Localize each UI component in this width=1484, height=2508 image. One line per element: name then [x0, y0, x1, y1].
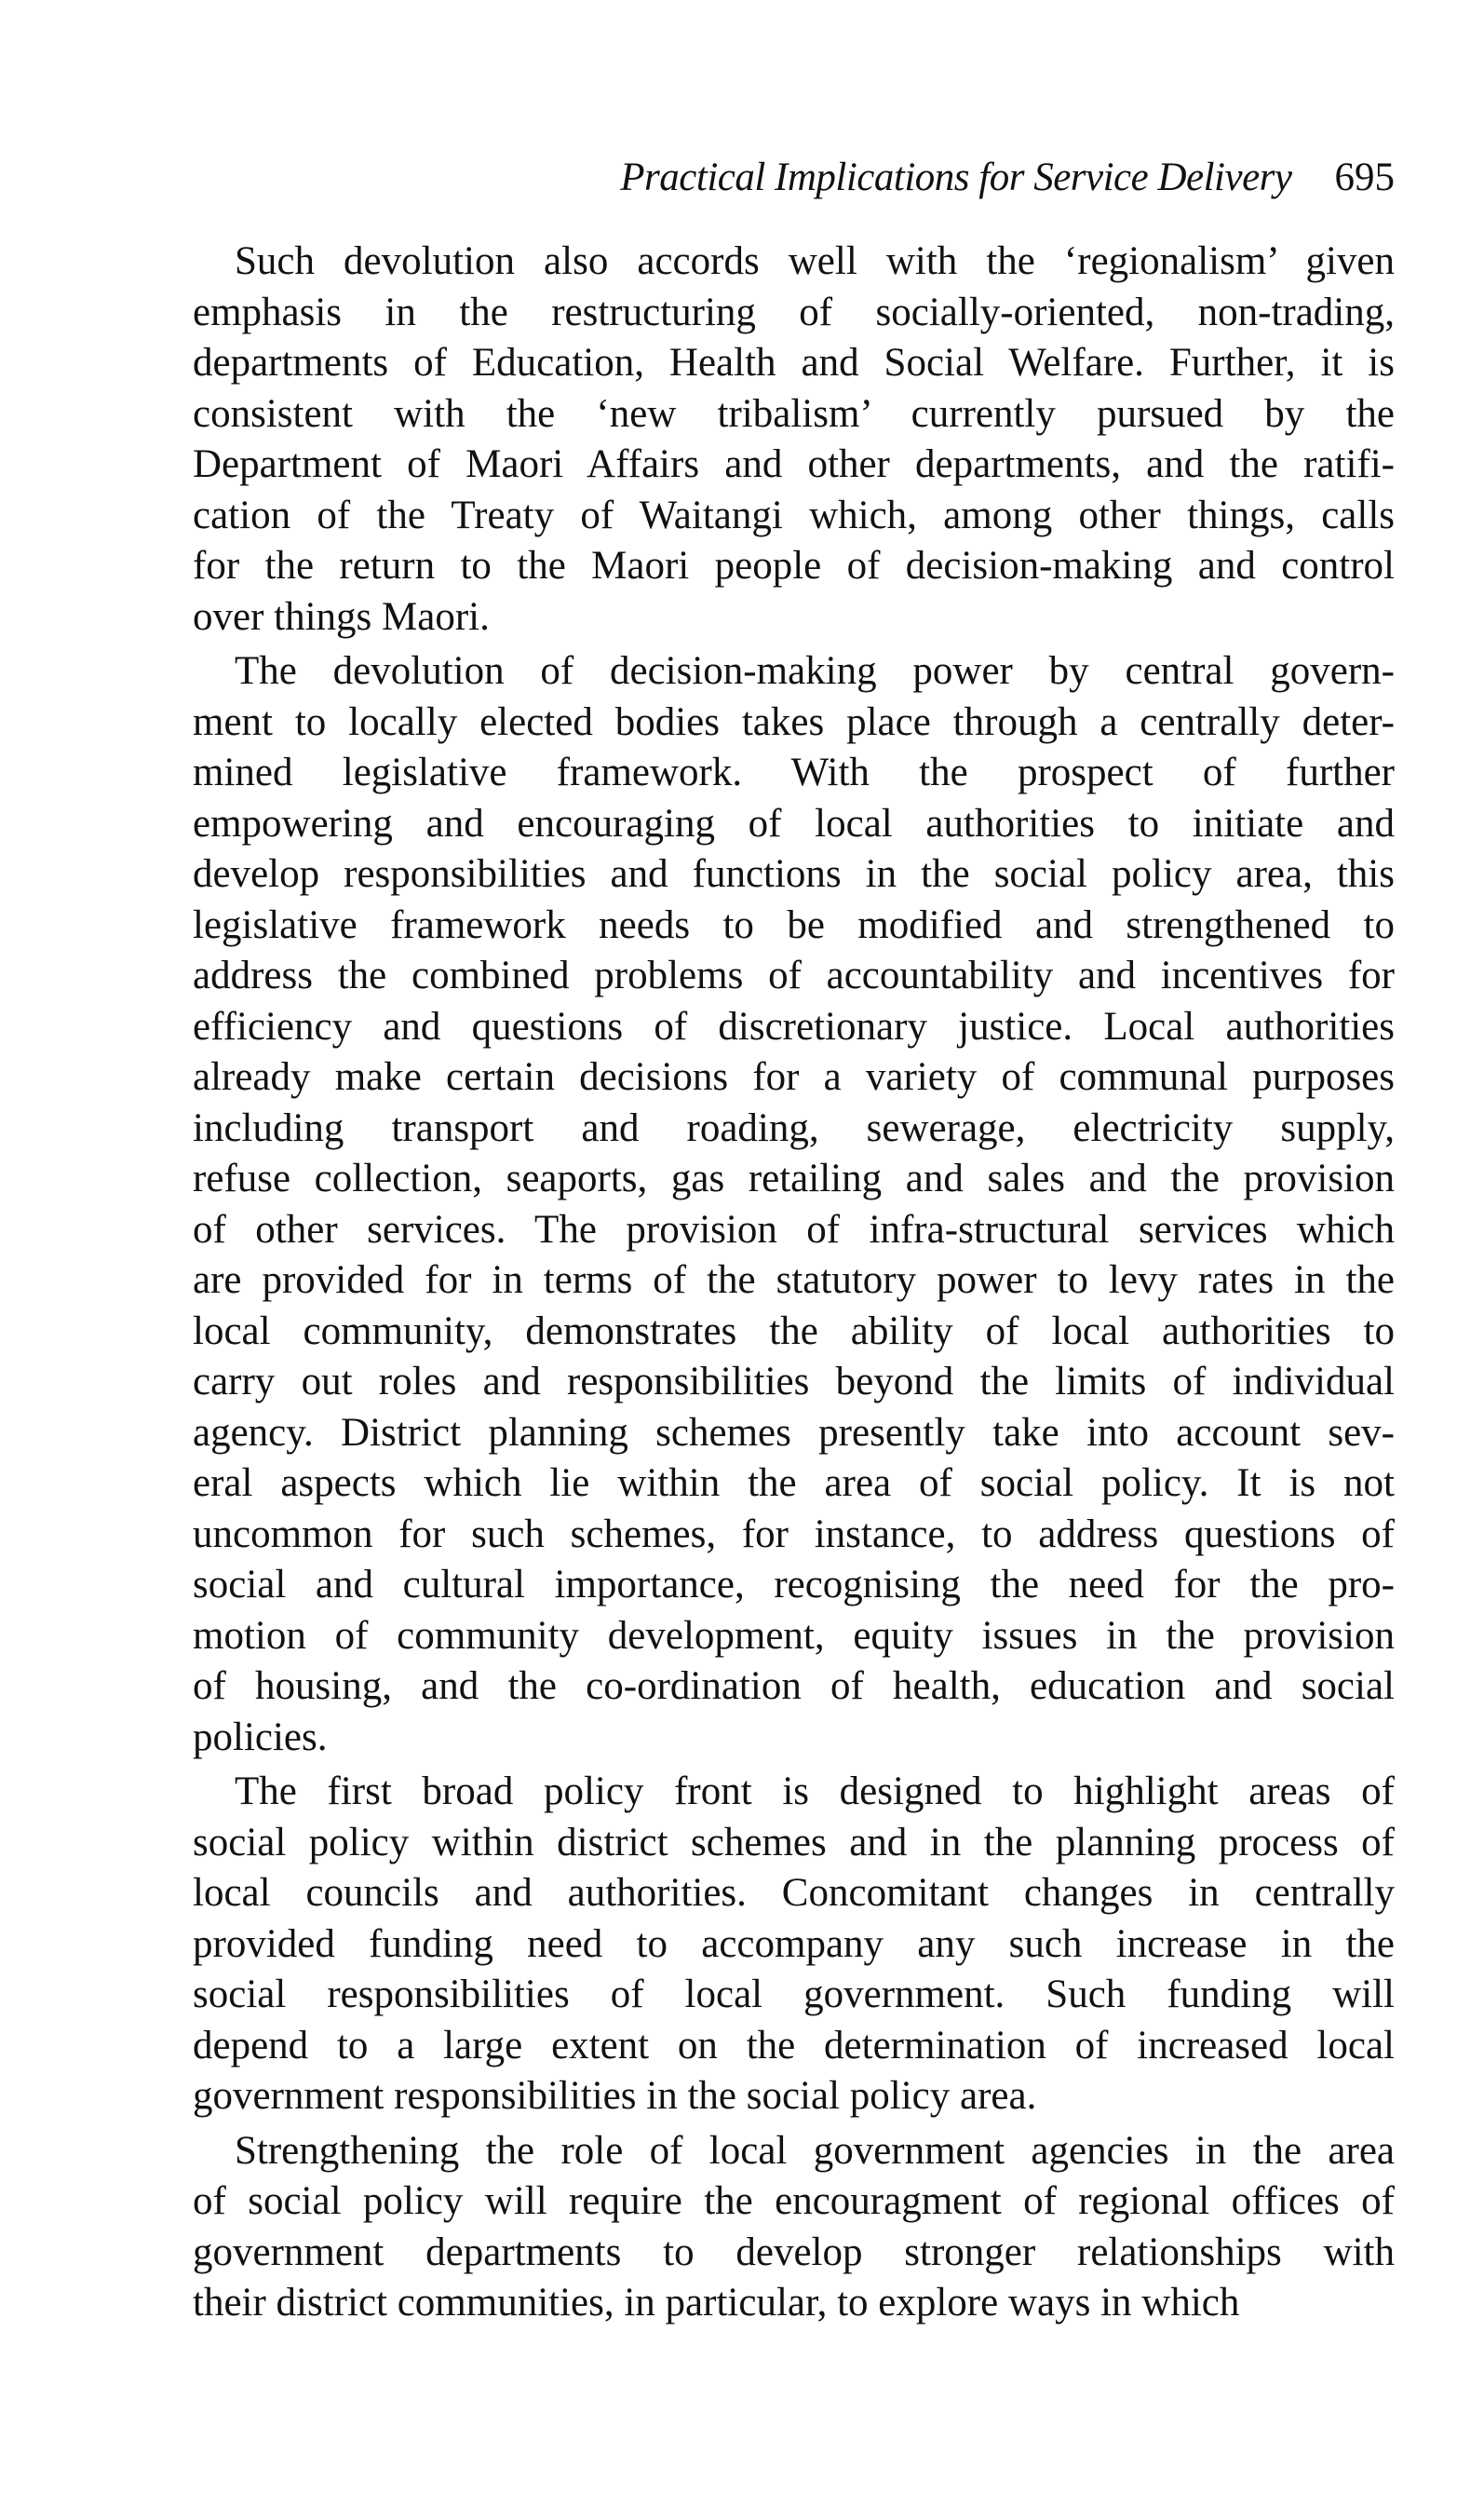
- text-line: motion of community development, equity issues in the provision: [193, 1613, 1395, 1658]
- text-line: government departments to develop stronger relationships with: [193, 2230, 1395, 2274]
- text-line: Department of Maori Affairs and other departments, and the ratifi-: [193, 442, 1395, 486]
- text-line: are provided for in terms of the statutory power to levy rates in the: [193, 1258, 1395, 1302]
- text-line: Such devolution also accords well with the ‘regionalism’ given: [235, 239, 1395, 283]
- paragraph: [193, 2126, 1395, 2329]
- body-text: [193, 237, 1395, 2333]
- text-line: agency. District planning schemes presently take into account sev-: [193, 1410, 1395, 1455]
- text-line: legislative framework needs to be modified and strengthened to: [193, 902, 1395, 947]
- text-line: social policy within district schemes and in the planning process of: [193, 1820, 1395, 1864]
- text-line: develop responsibilities and functions in the social policy area, this: [193, 852, 1395, 896]
- text-line: ment to locally elected bodies takes place through a centrally deter-: [193, 699, 1395, 744]
- text-line: social and cultural importance, recognising the need for the pro-: [193, 1563, 1395, 1606]
- text-line: depend to a large extent on the determination of increased local: [193, 2023, 1395, 2067]
- text-line: government responsibilities in the social policy area.: [193, 2074, 1037, 2118]
- text-line: carry out roles and responsibilities beyond the limits of individual: [193, 1360, 1395, 1403]
- text-line: for the return to the Maori people of decision-making and control: [193, 544, 1395, 588]
- paragraph: [193, 237, 1395, 643]
- text-line: policies.: [193, 1715, 328, 1759]
- text-line: emphasis in the restructuring of socially-oriented, non-trading,: [193, 290, 1395, 334]
- text-line: empowering and encouraging of local authorities to initiate and: [193, 801, 1395, 846]
- paragraph: [193, 1767, 1395, 2122]
- text-line: provided funding need to accompany any such increase in the: [193, 1921, 1395, 1966]
- running-head: [193, 153, 1395, 203]
- text-line: eral aspects which lie within the area of social policy. It is not: [193, 1461, 1395, 1505]
- text-line: consistent with the ‘new tribalism’ currently pursued by the: [193, 391, 1395, 436]
- paragraph: [193, 646, 1395, 1763]
- page-number: 695: [1334, 156, 1395, 199]
- text-line: cation of the Treaty of Waitangi which, among other things, calls: [193, 493, 1395, 537]
- text-line: refuse collection, seaports, gas retailing and sales and the provision: [193, 1157, 1395, 1200]
- text-line: departments of Education, Health and Social Welfare. Further, it is: [193, 341, 1395, 385]
- text-line: local councils and authorities. Concomitant changes in centrally: [193, 1871, 1395, 1915]
- text-line: The first broad policy front is designed to highlight areas of: [235, 1769, 1395, 1813]
- text-line: efficiency and questions of discretionary justice. Local authorities: [193, 1004, 1395, 1049]
- text-line: over things Maori.: [193, 594, 490, 639]
- text-line: Strengthening the role of local government agencies in the area: [235, 2128, 1395, 2173]
- text-line: The devolution of decision-making power by central govern-: [235, 649, 1395, 693]
- text-line: mined legislative framework. With the prospect of further: [193, 751, 1395, 794]
- text-line: of other services. The provision of infra-structural services which: [193, 1207, 1395, 1252]
- text-line: of social policy will require the encouragment of regional offices of: [193, 2179, 1395, 2223]
- text-line: of housing, and the co-ordination of health, education and social: [193, 1664, 1395, 1708]
- text-line: their district communities, in particular, to explore ways in which: [193, 2281, 1240, 2325]
- text-line: including transport and roading, sewerage, electricity supply,: [193, 1105, 1395, 1150]
- text-line: social responsibilities of local government. Such funding will: [193, 1973, 1395, 2016]
- text-line: already make certain decisions for a variety of communal purposes: [193, 1055, 1395, 1099]
- text-line: uncommon for such schemes, for instance, to address questions of: [193, 1512, 1395, 1556]
- text-line: address the combined problems of accountability and incentives for: [193, 954, 1395, 997]
- running-title: Practical Implications for Service Delivery: [620, 156, 1292, 199]
- text-line: local community, demonstrates the ability of local authorities to: [193, 1308, 1395, 1353]
